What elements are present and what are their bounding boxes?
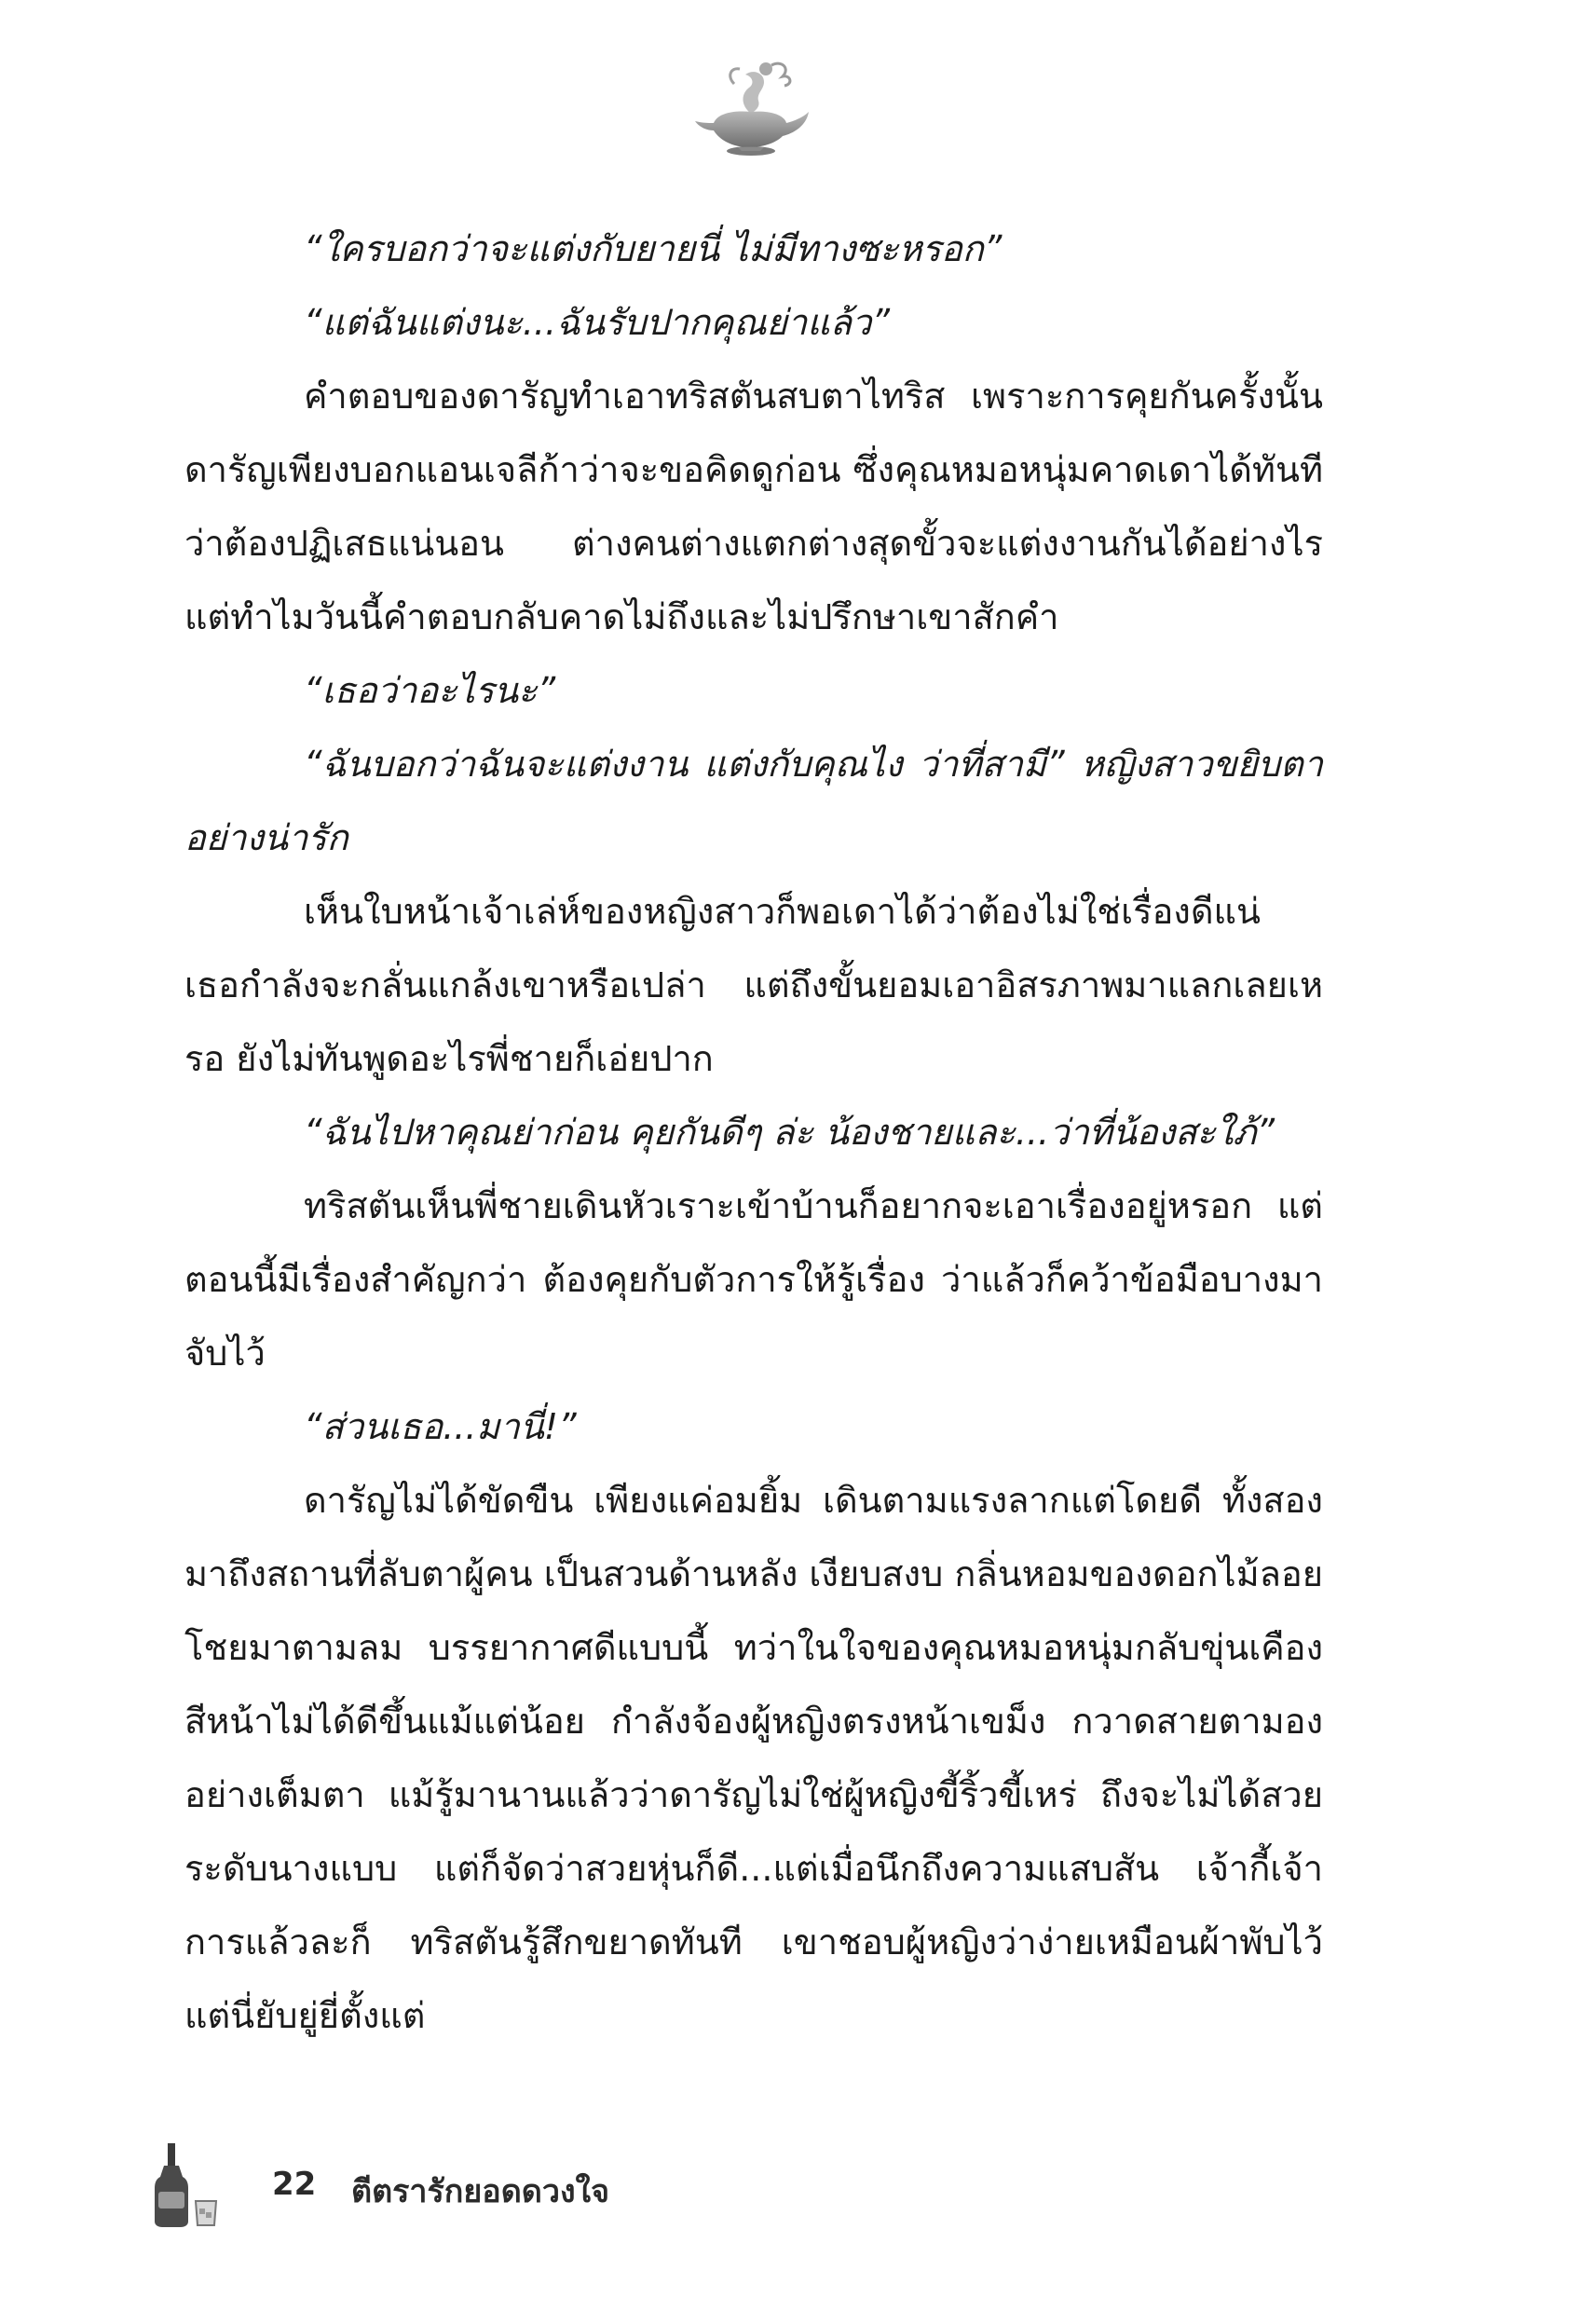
paragraph-8: ทริสตันเห็นพี่ชายเดินหัวเราะเข้าบ้านก็อยากจะเอาเรื่องอยู่หรอก แต่ตอนนี้มีเรื่องสำคัญกว่า ต้องคุยกับตัวการให้รู้เรื่อง ว่าแล้วก็คว้าข้อมือบางมาจับไว้ [184, 1185, 1323, 1374]
paragraph-3: คำตอบของดารัญทำเอาทริสตันสบตาไทริส เพราะการคุยกันครั้งนั้นดารัญเพียงบอกแอนเจลีก้าว่าจะขอคิดดูก่อน ซึ่งคุณหมอหนุ่มคาดเดาได้ทันทีว่าต้องปฏิเสธแน่นอน ต่างคนต่างแตกต่างสุดขั้วจะแต่งงานกันได้อย่างไร แต่ทำไมวันนี้คำตอบกลับคาดไม่ถึงและไม่ปรึกษาเขาสักคำ [184, 376, 1323, 637]
page-footer [151, 2143, 896, 2227]
paragraph-2: “แต่ฉันแต่งนะ...ฉันรับปากคุณย่าแล้ว” [304, 302, 891, 343]
paragraph-10: ดารัญไม่ได้ขัดขืน เพียงแค่อมยิ้ม เดินตามแรงลากแต่โดยดี ทั้งสองมาถึงสถานที่ลับตาผู้คน เป็นสวนด้านหลัง เงียบสงบ กลิ่นหอมของดอกไม้ลอยโชยมาตามลม บรรยากาศดีแบบนี้ ทว่าในใจของคุณหมอหนุ่มกลับขุ่นเคือง สีหน้าไม่ได้ดีขึ้นแม้แต่น้อย กำลังจ้องผู้หญิงตรงหน้าเขม็ง กวาดสายตามองอย่างเต็มตา แม้รู้มานานแล้วว่าดารัญไม่ใช่ผู้หญิงขี้ริ้วขี้เหร่ ถึงจะไม่ได้สวยระดับนางแบบ แต่ก็จัดว่าสวยหุ่นก็ดี...แต่เมื่อนึกถึงความแสบสัน เจ้ากี้เจ้าการแล้วละก็ ทริสตันรู้สึกขยาดทันที เขาชอบผู้หญิงว่าง่ายเหมือนผ้าพับไว้ แต่นี่ยับยู่ยี่ตั้งแต่ [184, 1480, 1323, 2036]
body-text [184, 212, 1323, 2053]
paragraph-5: “ฉันบอกว่าฉันจะแต่งงาน แต่งกับคุณไง ว่าที่สามี” หญิงสาวขยิบตาอย่างน่ารัก [184, 744, 1323, 858]
bottle-and-glass-icon [151, 2143, 235, 2227]
book-title: ตีตรารักยอดดวงใจ [351, 2173, 610, 2210]
paragraph-6: เห็นใบหน้าเจ้าเล่ห์ของหญิงสาวก็พอเดาได้ว่าต้องไม่ใช่เรื่องดีแน่ เธอกำลังจะกลั่นแกล้งเขาหรือเปล่า แต่ถึงขั้นยอมเอาอิสรภาพมาแลกเลยเหรอ ยังไม่ทันพูดอะไรพี่ชายก็เอ่ยปาก [184, 891, 1323, 1079]
paragraph-4: “เธอว่าอะไรนะ” [304, 670, 556, 711]
paragraph-9: “ส่วนเธอ...มานี่!” [304, 1406, 577, 1447]
paragraph-1: “ใครบอกว่าจะแต่งกับยายนี่ ไม่มีทางซะหรอก” [304, 228, 1003, 269]
page-number: 22 [272, 2166, 317, 2203]
paragraph-7: “ฉันไปหาคุณย่าก่อน คุยกันดีๆ ล่ะ น้องชายและ...ว่าที่น้องสะใภ้” [304, 1112, 1275, 1153]
genie-lamp-icon [686, 56, 816, 158]
